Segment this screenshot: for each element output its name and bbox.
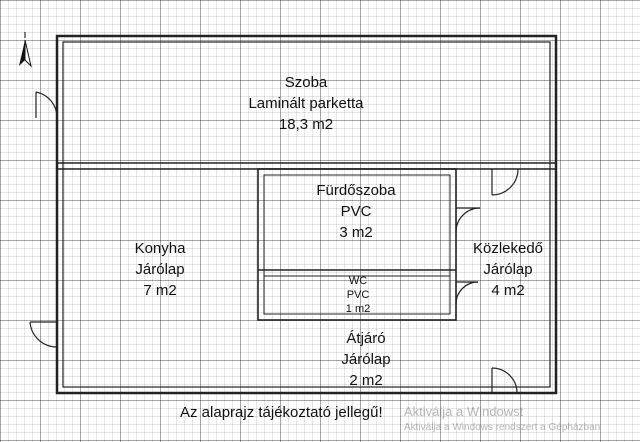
door-left-top-icon [36,92,57,118]
room-name: Konyha [134,240,186,257]
room-area: 3 m2 [339,224,373,241]
room-name: Szoba [284,74,328,91]
room-area: 18,3 m2 [278,116,334,133]
room-label-wc [346,274,370,316]
room-label-szoba [248,72,363,135]
room-floor: Járólap [483,261,533,278]
activation-watermark-title: Aktiválja a Windowst [404,404,524,419]
room-name: Közlekedő [472,240,544,257]
door-kozlekedo-top-icon [492,169,518,195]
room-area: 1 m2 [345,303,371,315]
room-floor: Járólap [135,261,185,278]
door-bathroom-icon [456,208,480,232]
disclaimer-note: Az alaprajz tájékoztató jellegű! [180,404,383,421]
room-label-furdoszoba [316,180,395,243]
room-label-konyha [135,238,186,301]
room-floor: PVC [346,289,370,301]
room-name: Átjáró [346,330,386,347]
activation-watermark-subtitle: Aktiválja a Windows rendszert a Gépházban [404,422,601,433]
door-bottom-right-icon [492,368,517,393]
room-floor: PVC [340,203,372,220]
room-label-kozlekedo [473,238,543,301]
room-label-atjaro [341,328,390,391]
door-left-bottom-icon [30,322,57,347]
room-name: Fürdőszoba [316,182,396,199]
doors [30,92,518,393]
room-area: 4 m2 [491,282,525,299]
room-floor: Járólap [341,351,391,368]
room-area: 2 m2 [349,372,383,389]
north-arrow-icon [19,32,31,66]
room-name: WC [348,275,368,287]
room-floor: Laminált parketta [248,95,364,112]
room-area: 7 m2 [143,282,177,299]
